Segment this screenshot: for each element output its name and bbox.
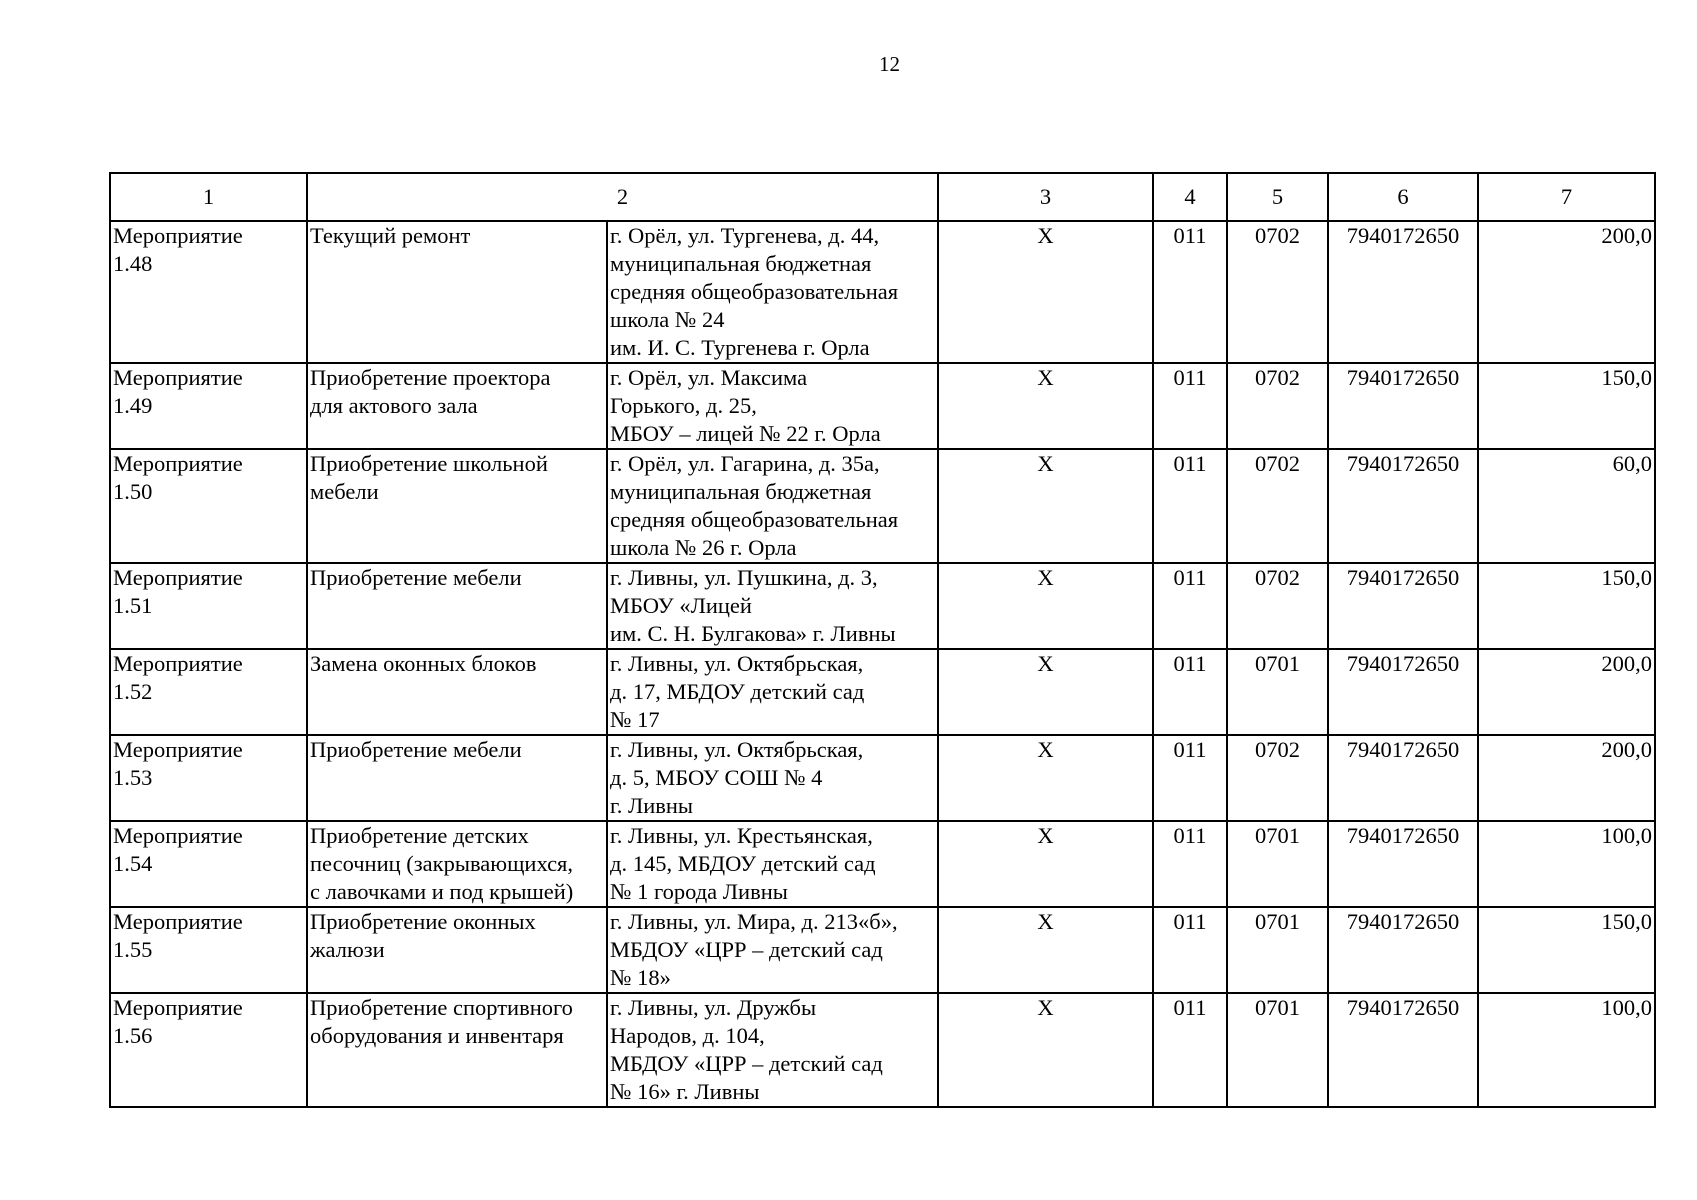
event-cell-line: Мероприятие: [113, 823, 243, 848]
event-cell-line: Мероприятие: [113, 651, 243, 676]
amount-cell: 150,0: [1478, 563, 1655, 649]
table-row: [110, 907, 1655, 993]
col4-cell: 011: [1153, 735, 1227, 821]
address-cell-line: средняя общеобразовательная: [610, 279, 899, 304]
event-cell-line: Мероприятие: [113, 451, 243, 476]
name-cell-line: Приобретение детских: [310, 823, 529, 848]
header-col-3: 3: [938, 173, 1153, 221]
address-cell-line: г. Ливны, ул. Октябрьская,: [610, 651, 864, 676]
address-cell: [607, 563, 938, 649]
name-cell: [307, 821, 607, 907]
event-cell-line: Мероприятие: [113, 365, 243, 390]
name-cell-line: для актового зала: [310, 393, 478, 418]
address-cell: [607, 649, 938, 735]
event-cell-line: 1.49: [113, 393, 153, 418]
col5-cell: 0701: [1227, 907, 1328, 993]
col5-cell: 0702: [1227, 363, 1328, 449]
address-cell: [607, 449, 938, 563]
amount-cell: 150,0: [1478, 363, 1655, 449]
address-cell-line: № 1 города Ливны: [610, 879, 788, 904]
event-cell: [110, 221, 307, 363]
col3-cell: Х: [938, 563, 1153, 649]
address-cell-line: д. 5, МБОУ СОШ № 4: [610, 765, 823, 790]
col4-cell: 011: [1153, 363, 1227, 449]
page-number: 12: [879, 52, 900, 76]
col3-cell: Х: [938, 363, 1153, 449]
name-cell: [307, 993, 607, 1107]
col3-cell: Х: [938, 221, 1153, 363]
col6-cell: 7940172650: [1328, 363, 1478, 449]
address-cell-line: г. Орёл, ул. Максима: [610, 365, 808, 390]
amount-cell: 200,0: [1478, 649, 1655, 735]
address-cell: [607, 907, 938, 993]
amount-cell: 100,0: [1478, 993, 1655, 1107]
address-cell-line: муниципальная бюджетная: [610, 251, 872, 276]
amount-cell: 100,0: [1478, 821, 1655, 907]
name-cell-line: Приобретение школьной: [310, 451, 548, 476]
event-cell-line: 1.54: [113, 851, 153, 876]
event-cell-line: 1.52: [113, 679, 153, 704]
amount-cell: 150,0: [1478, 907, 1655, 993]
event-cell-line: 1.51: [113, 593, 153, 618]
address-cell: [607, 221, 938, 363]
header-col-1: 1: [110, 173, 307, 221]
table-row: [110, 449, 1655, 563]
name-cell-line: Приобретение оконных: [310, 909, 536, 934]
event-cell-line: Мероприятие: [113, 223, 243, 248]
funding-table: [109, 172, 1656, 1108]
name-cell: [307, 563, 607, 649]
table-row: [110, 993, 1655, 1107]
address-cell-line: школа № 24: [610, 307, 725, 332]
table-row: [110, 649, 1655, 735]
name-cell-line: Приобретение спортивного: [310, 995, 573, 1020]
name-cell: [307, 907, 607, 993]
col5-cell: 0701: [1227, 993, 1328, 1107]
event-cell-line: 1.50: [113, 479, 153, 504]
col4-cell: 011: [1153, 993, 1227, 1107]
address-cell-line: Горького, д. 25,: [610, 393, 757, 418]
table-body: [110, 221, 1655, 1107]
address-cell: [607, 363, 938, 449]
name-cell: [307, 221, 607, 363]
col6-cell: 7940172650: [1328, 649, 1478, 735]
name-cell: [307, 449, 607, 563]
amount-cell: 200,0: [1478, 735, 1655, 821]
address-cell-line: им. И. С. Тургенева г. Орла: [610, 335, 870, 360]
col5-cell: 0702: [1227, 221, 1328, 363]
name-cell-line: Приобретение мебели: [310, 737, 522, 762]
table-row: [110, 821, 1655, 907]
event-cell-line: 1.55: [113, 937, 153, 962]
address-cell: [607, 993, 938, 1107]
amount-cell: 200,0: [1478, 221, 1655, 363]
header-col-2: 2: [307, 173, 938, 221]
address-cell-line: г. Ливны: [610, 793, 694, 818]
header-col-7: 7: [1478, 173, 1655, 221]
col5-cell: 0702: [1227, 449, 1328, 563]
address-cell-line: муниципальная бюджетная: [610, 479, 872, 504]
name-cell-line: Приобретение проектора: [310, 365, 551, 390]
address-cell-line: г. Ливны, ул. Октябрьская,: [610, 737, 864, 762]
header-col-4: 4: [1153, 173, 1227, 221]
col3-cell: Х: [938, 907, 1153, 993]
col3-cell: Х: [938, 449, 1153, 563]
name-cell-line: Приобретение мебели: [310, 565, 522, 590]
address-cell-line: № 16» г. Ливны: [610, 1079, 760, 1104]
address-cell-line: МБОУ – лицей № 22 г. Орла: [610, 421, 881, 446]
address-cell-line: г. Ливны, ул. Пушкина, д. 3,: [610, 565, 878, 590]
header-row: [110, 173, 1655, 221]
event-cell-line: Мероприятие: [113, 995, 243, 1020]
address-cell-line: г. Ливны, ул. Дружбы: [610, 995, 817, 1020]
header-col-6: 6: [1328, 173, 1478, 221]
col4-cell: 011: [1153, 821, 1227, 907]
name-cell-line: жалюзи: [310, 937, 385, 962]
col3-cell: Х: [938, 649, 1153, 735]
name-cell: [307, 649, 607, 735]
col6-cell: 7940172650: [1328, 993, 1478, 1107]
col4-cell: 011: [1153, 449, 1227, 563]
address-cell-line: г. Ливны, ул. Мира, д. 213«б»,: [610, 909, 898, 934]
header-col-5: 5: [1227, 173, 1328, 221]
address-cell-line: МБДОУ «ЦРР – детский сад: [610, 1051, 883, 1076]
address-cell-line: г. Орёл, ул. Тургенева, д. 44,: [610, 223, 880, 248]
name-cell-line: песочниц (закрывающихся,: [310, 851, 574, 876]
event-cell-line: 1.56: [113, 1023, 153, 1048]
address-cell-line: № 17: [610, 707, 660, 732]
col5-cell: 0701: [1227, 821, 1328, 907]
table-row: [110, 221, 1655, 363]
address-cell-line: средняя общеобразовательная: [610, 507, 899, 532]
col5-cell: 0702: [1227, 563, 1328, 649]
event-cell-line: Мероприятие: [113, 737, 243, 762]
name-cell-line: мебели: [310, 479, 379, 504]
col3-cell: Х: [938, 993, 1153, 1107]
name-cell-line: с лавочками и под крышей): [310, 879, 574, 904]
col6-cell: 7940172650: [1328, 735, 1478, 821]
event-cell-line: Мероприятие: [113, 565, 243, 590]
table-row: [110, 363, 1655, 449]
name-cell-line: Замена оконных блоков: [310, 651, 537, 676]
event-cell: [110, 735, 307, 821]
name-cell: [307, 735, 607, 821]
address-cell-line: № 18»: [610, 965, 671, 990]
event-cell: [110, 993, 307, 1107]
address-cell-line: школа № 26 г. Орла: [610, 535, 797, 560]
col4-cell: 011: [1153, 649, 1227, 735]
event-cell: [110, 907, 307, 993]
address-cell-line: им. С. Н. Булгакова» г. Ливны: [610, 621, 896, 646]
event-cell: [110, 821, 307, 907]
address-cell-line: г. Орёл, ул. Гагарина, д. 35а,: [610, 451, 880, 476]
address-cell-line: д. 17, МБДОУ детский сад: [610, 679, 865, 704]
table-row: [110, 735, 1655, 821]
col4-cell: 011: [1153, 563, 1227, 649]
col6-cell: 7940172650: [1328, 449, 1478, 563]
name-cell-line: оборудования и инвентаря: [310, 1023, 564, 1048]
col5-cell: 0701: [1227, 649, 1328, 735]
table-row: [110, 563, 1655, 649]
address-cell-line: д. 145, МБДОУ детский сад: [610, 851, 876, 876]
amount-cell: 60,0: [1478, 449, 1655, 563]
col5-cell: 0702: [1227, 735, 1328, 821]
col6-cell: 7940172650: [1328, 221, 1478, 363]
event-cell-line: 1.48: [113, 251, 153, 276]
col3-cell: Х: [938, 735, 1153, 821]
col6-cell: 7940172650: [1328, 563, 1478, 649]
col4-cell: 011: [1153, 907, 1227, 993]
event-cell: [110, 649, 307, 735]
address-cell: [607, 821, 938, 907]
event-cell: [110, 449, 307, 563]
address-cell-line: Народов, д. 104,: [610, 1023, 765, 1048]
address-cell-line: МБОУ «Лицей: [610, 593, 752, 618]
col6-cell: 7940172650: [1328, 821, 1478, 907]
event-cell: [110, 563, 307, 649]
address-cell: [607, 735, 938, 821]
name-cell-line: Текущий ремонт: [310, 223, 471, 248]
col6-cell: 7940172650: [1328, 907, 1478, 993]
col4-cell: 011: [1153, 221, 1227, 363]
event-cell-line: 1.53: [113, 765, 153, 790]
col3-cell: Х: [938, 821, 1153, 907]
address-cell-line: МБДОУ «ЦРР – детский сад: [610, 937, 883, 962]
address-cell-line: г. Ливны, ул. Крестьянская,: [610, 823, 873, 848]
event-cell: [110, 363, 307, 449]
name-cell: [307, 363, 607, 449]
event-cell-line: Мероприятие: [113, 909, 243, 934]
